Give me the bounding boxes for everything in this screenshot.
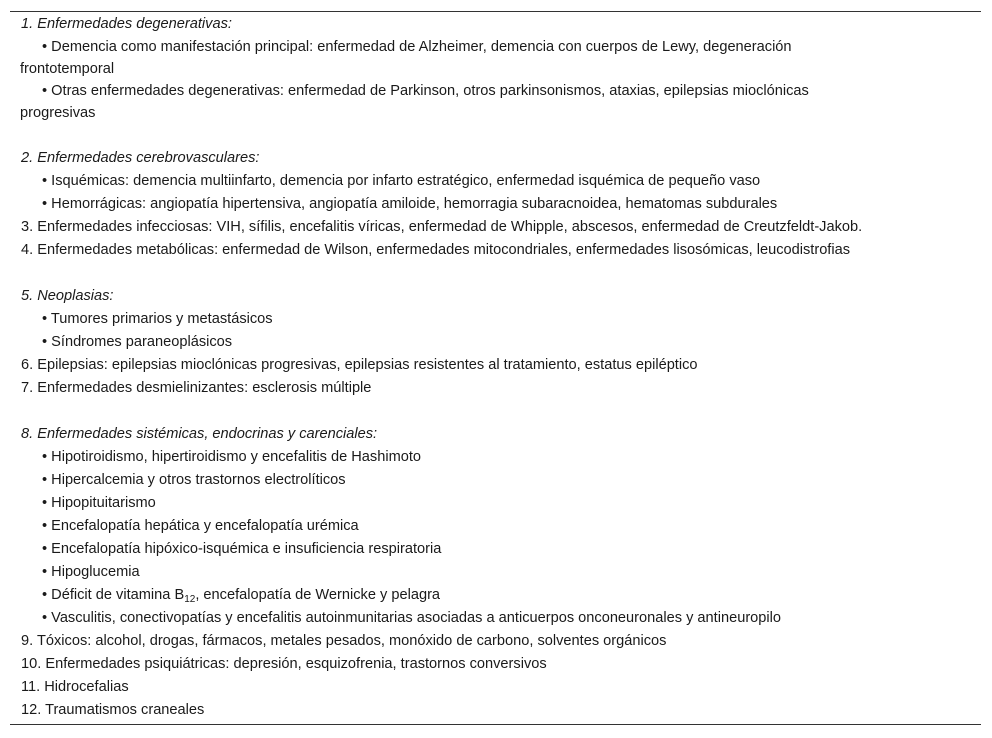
section-1-bullet-1: • Demencia como manifestación principal: enfermedad de Alzheimer, demencia con cuerpos de Lewy, degeneración: [42, 39, 792, 55]
section-8-bullet-7-text: • Déficit de vitamina B: [42, 587, 185, 603]
section-1-heading: 1. Enfermedades degenerativas:: [21, 16, 232, 32]
section-9: 9. Tóxicos: alcohol, drogas, fármacos, metales pesados, monóxido de carbono, solventes orgánicos: [21, 633, 667, 649]
section-12: 12. Traumatismos craneales: [21, 702, 205, 718]
spacer: [21, 124, 971, 147]
section-8-bullet-4: • Encefalopatía hepática y encefalopatía urémica: [42, 518, 359, 534]
section-8-bullet-2: • Hipercalcemia y otros trastornos electrolíticos: [42, 472, 346, 488]
section-11: 11. Hidrocefalias: [21, 679, 129, 695]
section-10: 10. Enfermedades psiquiátricas: depresión, esquizofrenia, trastornos conversivos: [21, 656, 547, 672]
table-frame: [10, 11, 981, 725]
section-8-bullet-6: • Hipoglucemia: [42, 564, 140, 580]
section-7: 7. Enfermedades desmielinizantes: esclerosis múltiple: [21, 380, 372, 396]
section-6: 6. Epilepsias: epilepsias mioclónicas progresivas, epilepsias resistentes al tratamiento, estatus epiléptico: [21, 357, 698, 373]
table-content: [21, 13, 971, 722]
section-8-heading: 8. Enfermedades sistémicas, endocrinas y carenciales:: [21, 426, 378, 442]
section-1-bullet-2-continuation: progresivas: [20, 105, 96, 121]
section-8-bullet-1: • Hipotiroidismo, hipertiroidismo y encefalitis de Hashimoto: [42, 449, 422, 465]
section-2-heading: 2. Enfermedades cerebrovasculares:: [21, 150, 260, 166]
section-5-bullet-1: • Tumores primarios y metastásicos: [42, 311, 273, 327]
spacer: [21, 262, 971, 285]
section-8-bullet-3: • Hipopituitarismo: [42, 495, 156, 511]
section-1-bullet-2: • Otras enfermedades degenerativas: enfermedad de Parkinson, otros parkinsonismos, ataxias, epilepsias mioclónicas: [42, 83, 809, 99]
section-8-bullet-7: [21, 584, 971, 607]
section-3: 3. Enfermedades infecciosas: VIH, sífilis, encefalitis víricas, enfermedad de Whipple, abscesos, enfermedad de Creutzfeldt-Jakob.: [21, 219, 863, 235]
section-2-bullet-2: • Hemorrágicas: angiopatía hipertensiva, angiopatía amiloide, hemorragia subaracnoidea, hematomas subdurales: [42, 196, 778, 212]
section-4: 4. Enfermedades metabólicas: enfermedad de Wilson, enfermedades mitocondriales, enfermedades lisosómicas, leucodistrofias: [21, 242, 851, 258]
section-2-bullet-1: • Isquémicas: demencia multiinfarto, demencia por infarto estratégico, enfermedad isquémica de pequeño vaso: [42, 173, 761, 189]
section-8-bullet-8: • Vasculitis, conectivopatías y encefalitis autoinmunitarias asociadas a anticuerpos onconeuronales y antineuropilo: [42, 610, 782, 626]
section-8-bullet-7-text-end: , encefalopatía de Wernicke y pelagra: [195, 587, 441, 603]
section-5-heading: 5. Neoplasias:: [21, 288, 114, 304]
vitamin-subscript: 12: [184, 594, 196, 605]
section-5-bullet-2: • Síndromes paraneoplásicos: [42, 334, 233, 350]
section-8-bullet-5: • Encefalopatía hipóxico-isquémica e insuficiencia respiratoria: [42, 541, 442, 557]
spacer: [21, 400, 971, 423]
section-1-bullet-1-continuation: frontotemporal: [20, 61, 115, 77]
